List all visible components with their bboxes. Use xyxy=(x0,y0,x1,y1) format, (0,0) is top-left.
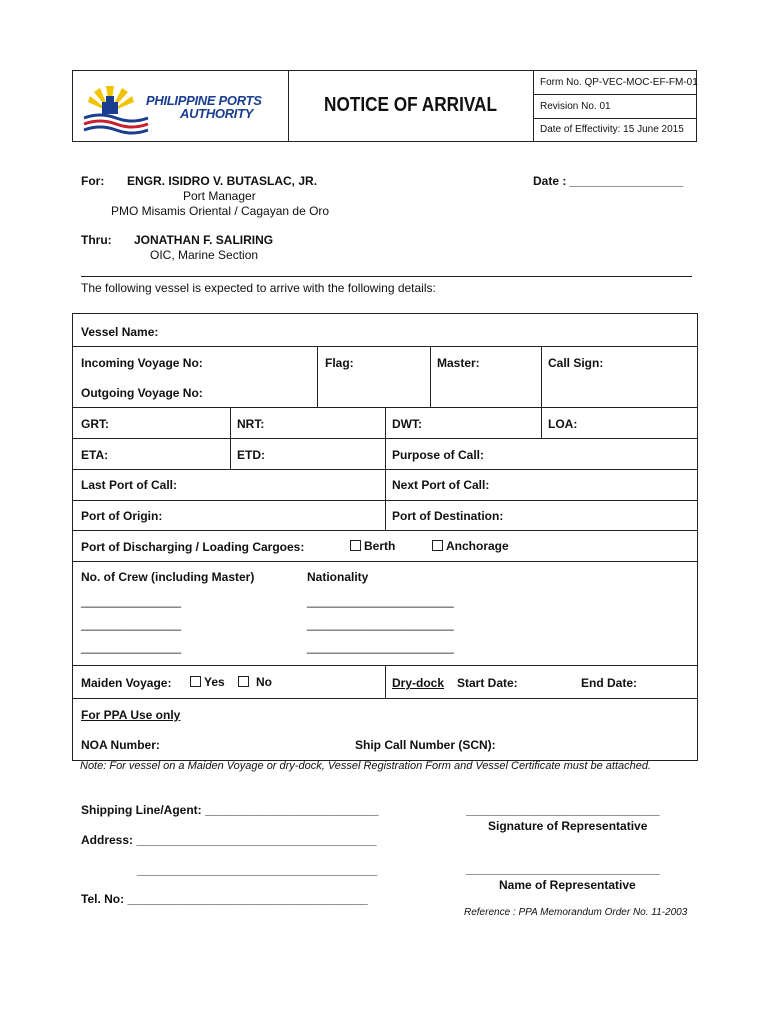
drydock-end-date-field[interactable]: End Date: xyxy=(581,676,638,690)
drydock-label: Dry-dock xyxy=(392,676,445,690)
vessel-name-field[interactable]: Vessel Name: xyxy=(81,325,159,339)
table-col-rule xyxy=(541,346,542,407)
anchorage-checkbox[interactable] xyxy=(432,539,509,553)
crew-blank-2[interactable]: _______________ xyxy=(81,617,182,631)
page-title: NOTICE OF ARRIVAL xyxy=(324,94,497,116)
for-title: Port Manager xyxy=(183,189,256,203)
yes-label: Yes xyxy=(204,675,225,689)
maiden-voyage-label: Maiden Voyage: xyxy=(81,676,172,690)
table-col-rule xyxy=(385,407,386,530)
table-rule xyxy=(72,530,698,531)
table-col-rule xyxy=(430,346,431,407)
attachment-note: Note: For vessel on a Maiden Voyage or dry-dock, Vessel Registration Form and Vessel Certificate must be attached. xyxy=(80,760,652,772)
flag-field[interactable]: Flag: xyxy=(325,356,354,370)
header-divider-1 xyxy=(288,70,289,142)
purpose-of-call-field[interactable]: Purpose of Call: xyxy=(392,448,485,462)
grt-field[interactable]: GRT: xyxy=(81,417,109,431)
name-line[interactable]: _____________________________ xyxy=(466,862,660,876)
port-discharging-label: Port of Discharging / Loading Cargoes: xyxy=(81,540,305,554)
signature-label: Signature of Representative xyxy=(488,819,648,833)
address-field[interactable]: Address: ____________________________________ xyxy=(81,833,377,847)
nationality-blank-3[interactable]: ______________________ xyxy=(307,640,454,654)
table-rule xyxy=(72,698,698,699)
table-rule xyxy=(72,561,698,562)
call-sign-field[interactable]: Call Sign: xyxy=(548,356,604,370)
for-label: For: xyxy=(81,174,105,188)
loa-field[interactable]: LOA: xyxy=(548,417,578,431)
date-field[interactable]: Date : _________________ xyxy=(533,174,684,188)
scn-field[interactable]: Ship Call Number (SCN): xyxy=(355,738,496,752)
for-office: PMO Misamis Oriental / Cagayan de Oro xyxy=(111,204,330,218)
ppa-use-heading: For PPA Use only xyxy=(81,708,181,722)
address-field-line2[interactable]: ____________________________________ xyxy=(137,863,378,877)
table-col-rule xyxy=(230,407,231,469)
crew-count-label: No. of Crew (including Master) xyxy=(81,570,255,584)
berth-label: Berth xyxy=(364,539,396,553)
port-of-destination-field[interactable]: Port of Destination: xyxy=(392,509,504,523)
nationality-label: Nationality xyxy=(307,570,369,584)
header-row-line-2 xyxy=(533,118,697,119)
thru-label: Thru: xyxy=(81,233,112,247)
table-rule xyxy=(72,346,698,347)
berth-checkbox[interactable] xyxy=(350,539,395,553)
reference-note: Reference : PPA Memorandum Order No. 11-2003 xyxy=(464,907,688,918)
noa-number-field[interactable]: NOA Number: xyxy=(81,738,160,752)
crew-blank-3[interactable]: _______________ xyxy=(81,640,182,654)
shipping-line-field[interactable]: Shipping Line/Agent: __________________________ xyxy=(81,803,379,817)
dwt-field[interactable]: DWT: xyxy=(392,417,422,431)
table-col-rule xyxy=(541,407,542,438)
next-port-field[interactable]: Next Port of Call: xyxy=(392,478,490,492)
addressing-divider xyxy=(81,276,692,277)
drydock-start-date-field[interactable]: Start Date: xyxy=(457,676,518,690)
thru-name: JONATHAN F. SALIRING xyxy=(134,233,274,247)
last-port-field[interactable]: Last Port of Call: xyxy=(81,478,178,492)
name-label: Name of Representative xyxy=(499,878,636,892)
thru-title: OIC, Marine Section xyxy=(150,248,259,262)
maiden-no-checkbox[interactable] xyxy=(238,675,272,689)
port-of-origin-field[interactable]: Port of Origin: xyxy=(81,509,163,523)
checkbox-icon[interactable] xyxy=(238,676,249,687)
date-of-effectivity: Date of Effectivity: 15 June 2015 xyxy=(540,124,684,135)
form-number: Form No. QP-VEC-MOC-EF-FM-01 xyxy=(540,77,698,88)
intro-text: The following vessel is expected to arrive with the following details: xyxy=(81,281,436,295)
master-field[interactable]: Master: xyxy=(437,356,480,370)
logo-text-line2: AUTHORITY xyxy=(180,106,254,121)
nrt-field[interactable]: NRT: xyxy=(237,417,265,431)
revision-number: Revision No. 01 xyxy=(540,101,611,112)
anchorage-label: Anchorage xyxy=(446,539,509,553)
nationality-blank-2[interactable]: ______________________ xyxy=(307,617,454,631)
signature-line[interactable]: _____________________________ xyxy=(466,803,660,817)
outgoing-voyage-field[interactable]: Outgoing Voyage No: xyxy=(81,386,203,400)
checkbox-icon[interactable] xyxy=(190,676,201,687)
tel-field[interactable]: Tel. No: ____________________________________ xyxy=(81,892,368,906)
etd-field[interactable]: ETD: xyxy=(237,448,265,462)
logo-text-line1: PHILIPPINE PORTS xyxy=(146,93,262,108)
header-row-line-1 xyxy=(533,94,697,95)
nationality-blank-1[interactable]: ______________________ xyxy=(307,594,454,608)
table-col-rule xyxy=(385,665,386,698)
crew-blank-1[interactable]: _______________ xyxy=(81,594,182,608)
maiden-yes-checkbox[interactable] xyxy=(190,675,225,689)
checkbox-icon[interactable] xyxy=(432,540,443,551)
incoming-voyage-field[interactable]: Incoming Voyage No: xyxy=(81,356,203,370)
eta-field[interactable]: ETA: xyxy=(81,448,109,462)
checkbox-icon[interactable] xyxy=(350,540,361,551)
no-label: No xyxy=(256,675,272,689)
for-name: ENGR. ISIDRO V. BUTASLAC, JR. xyxy=(127,174,318,188)
header-divider-2 xyxy=(533,70,534,142)
table-col-rule xyxy=(317,346,318,407)
